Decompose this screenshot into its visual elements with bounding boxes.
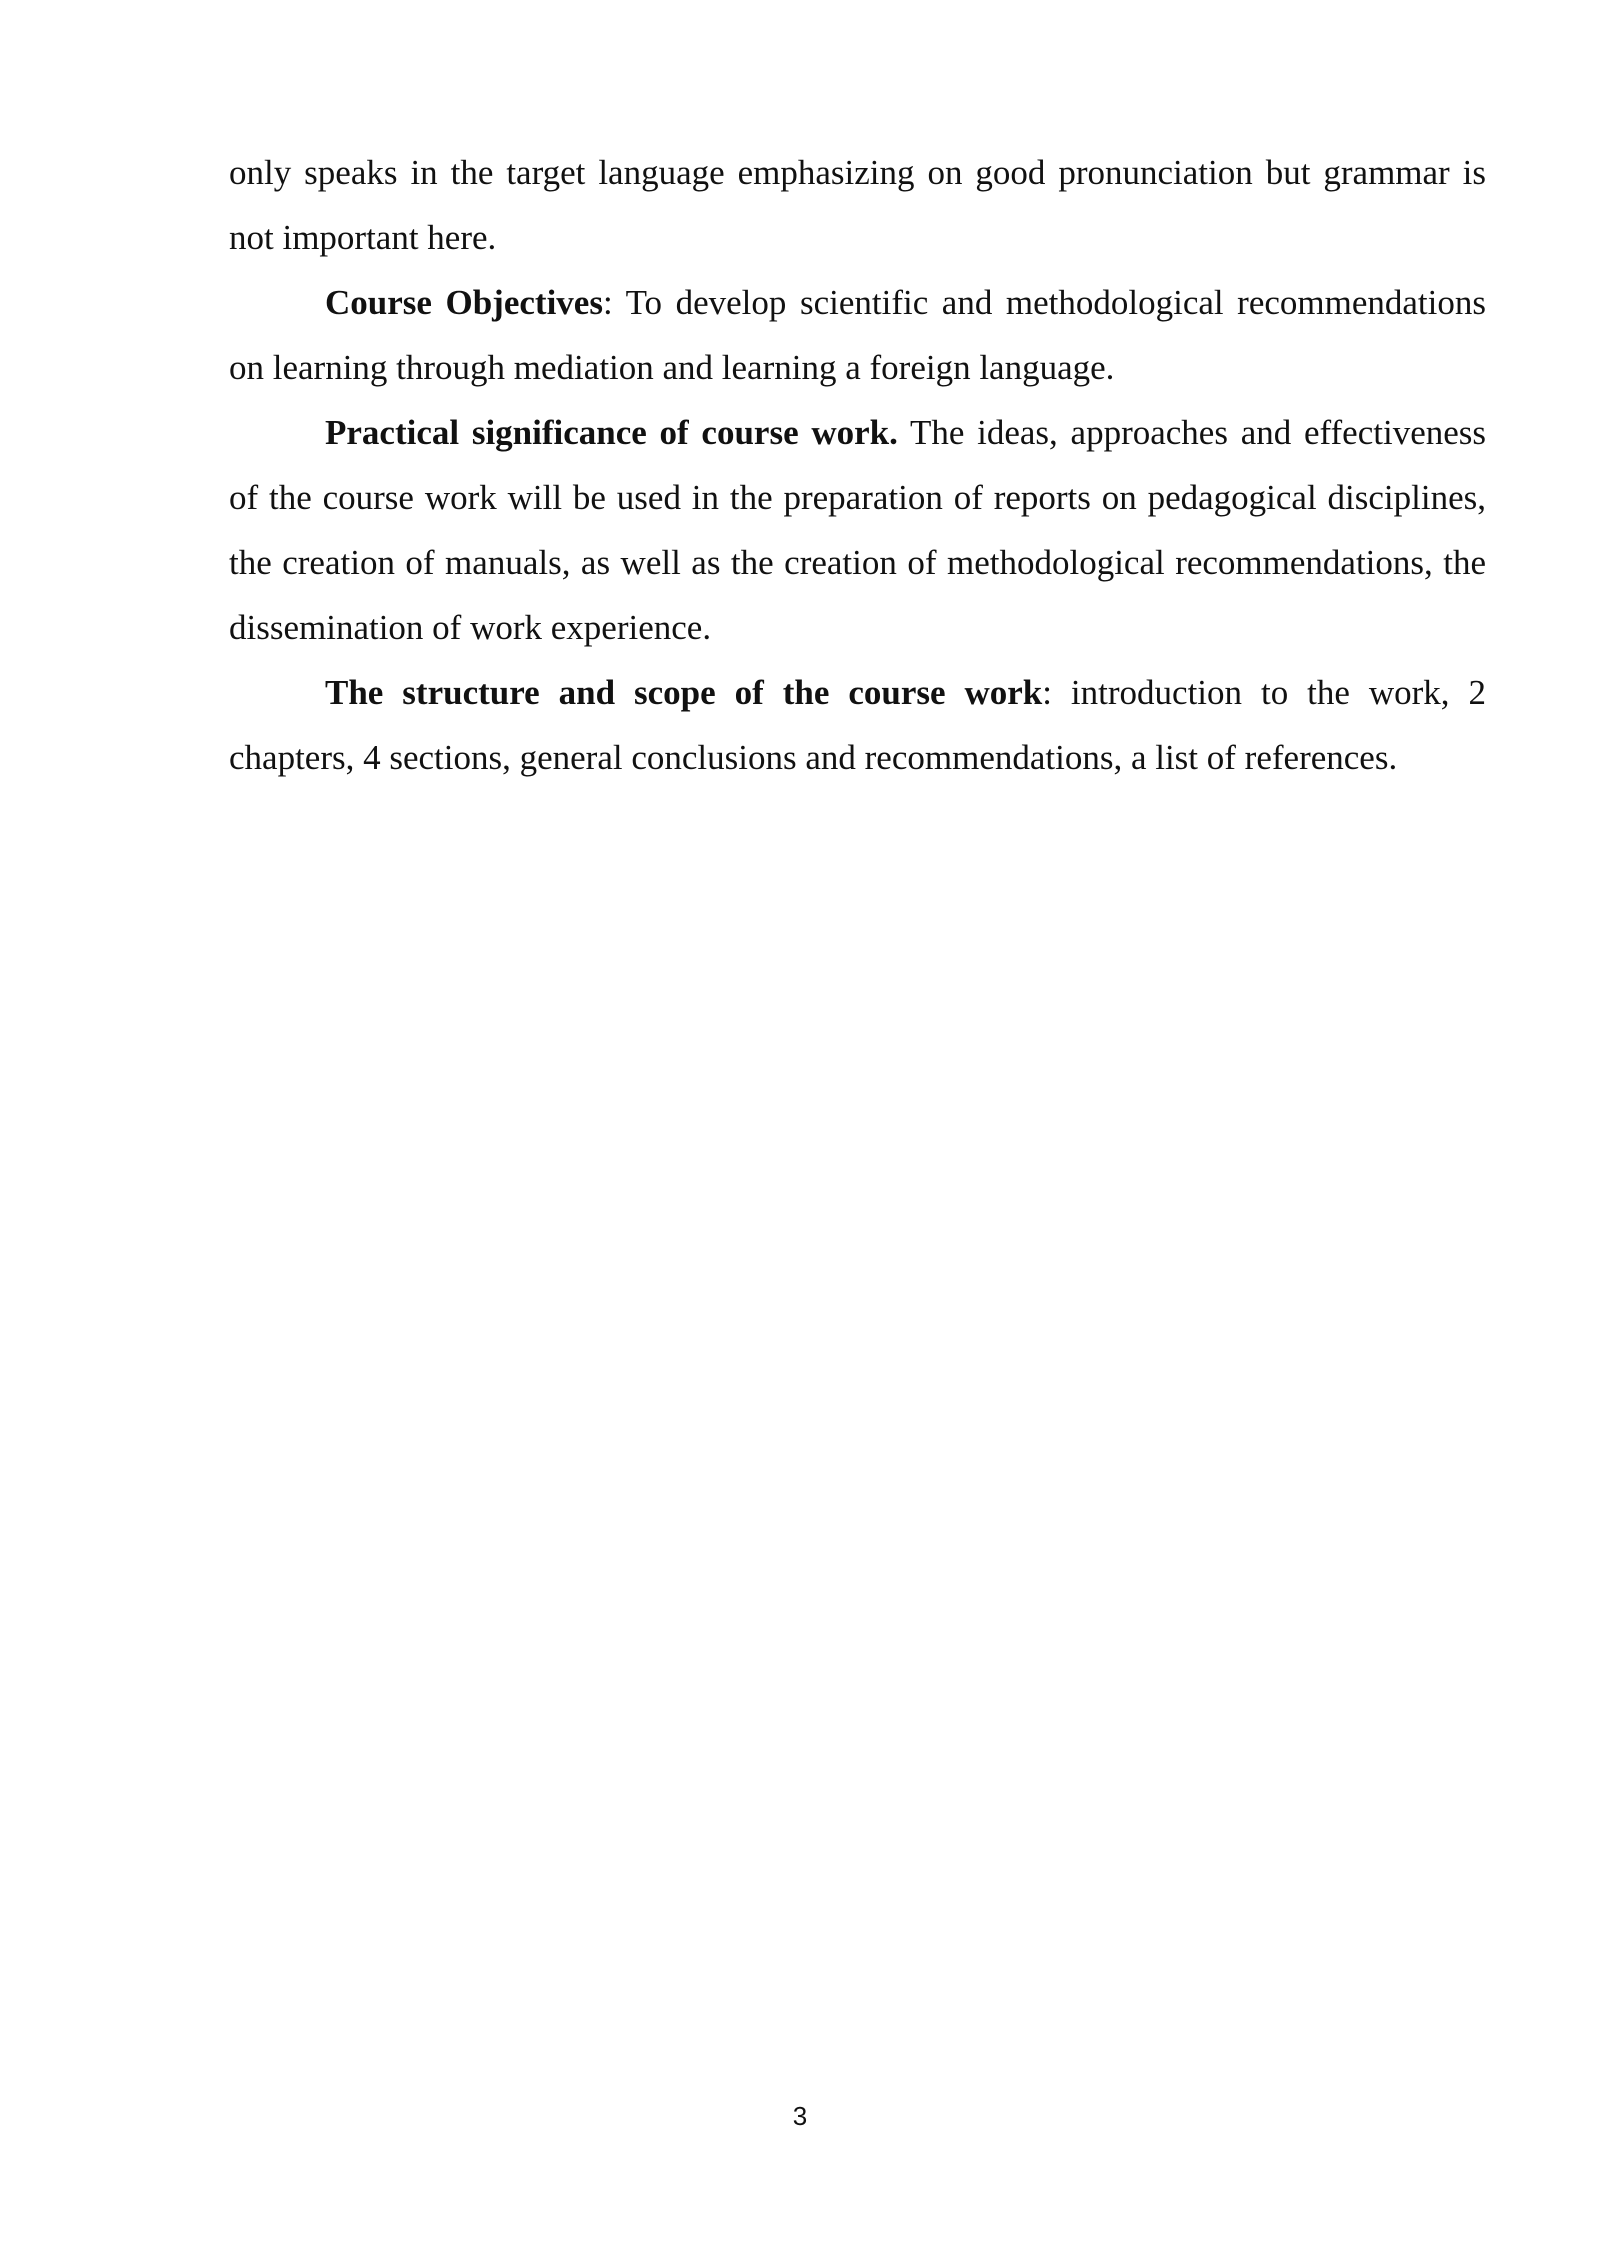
- paragraph-text: The ideas, approaches and effectiveness of the course work will be used in the preparation of reports on pedagogical disciplines, the creation of manuals, as well as the creation of methodological recommendations, the dissemination of work experience.: [229, 413, 1486, 647]
- paragraph-course-objectives: [229, 270, 1486, 400]
- paragraph-practical-significance: [229, 400, 1486, 660]
- paragraph-heading: Course Objectives: [325, 283, 603, 322]
- paragraph-structure-scope: [229, 660, 1486, 790]
- page-number: 3: [792, 2101, 808, 2131]
- paragraph-heading: The structure and scope of the course work: [325, 673, 1043, 712]
- paragraph-text: : To develop scientific and methodological recommendations on learning through mediation and learning a foreign language.: [229, 283, 1486, 387]
- page-content: [229, 140, 1486, 790]
- paragraph-heading: Practical significance of course work.: [325, 413, 898, 452]
- paragraph-text: only speaks in the target language emphasizing on good pronunciation but grammar is not important here.: [229, 153, 1486, 257]
- paragraph-continuation: [229, 140, 1486, 270]
- paragraph-text: : introduction to the work, 2 chapters, 4 sections, general conclusions and recommendations, a list of references.: [229, 673, 1486, 777]
